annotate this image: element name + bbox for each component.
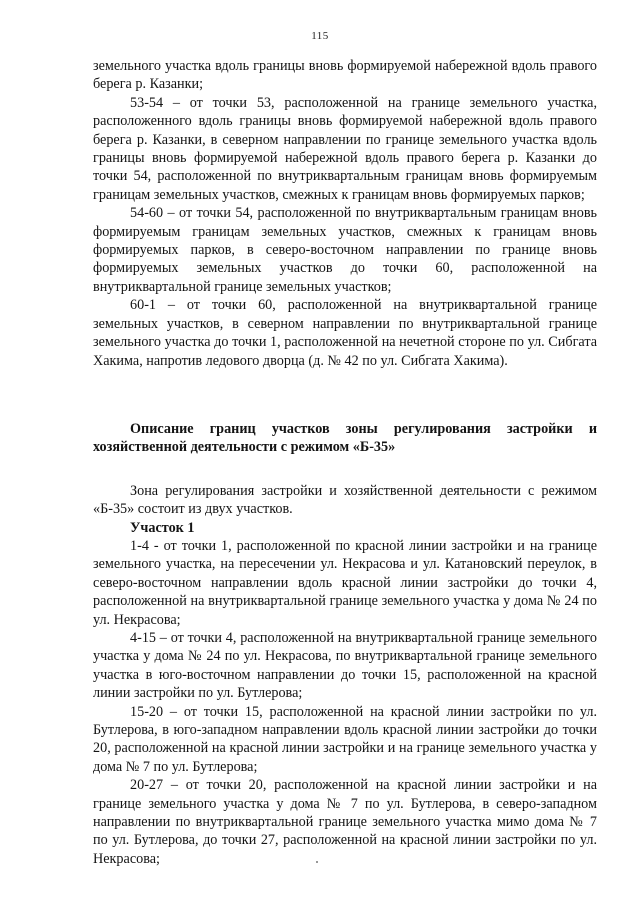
subsection-title: Участок 1 [130,519,195,536]
paragraph-continuation: земельного участка вдоль границы вновь формируемой набережной вдоль правого берега р. Казанки; [93,58,597,93]
paragraph-segment-53-54: 53-54 – от точки 53, расположенной на границе земельного участка, расположенного вдоль границы вновь формируемой набережной вдоль правого берега р. Казанки, в северном направлении по границе земельного участка вдоль границы вновь формируемой набережной вдоль правого берега р. Казанки до точки 54, расположенной по внутриквартальным границам вновь формируемым границам земельных участков, смежных к границам вновь формируемых парков; [93,94,597,203]
scan-speck [316,861,318,863]
page-number: 115 [311,30,329,42]
document-body [93,57,597,868]
paragraph-segment-15-20: 15-20 – от точки 15, расположенной на красной линии застройки по ул. Бутлерова, в юго-западном направлении вдоль красной линии застройки до точки 20, расположенной на красной линии застройки и на границе земельного участка у дома № 7 по ул. Бутлерова; [93,703,597,775]
section-heading: Описание границ участков зоны регулирования застройки и хозяйственной деятельности с режимом «Б-35» [93,420,597,456]
paragraph-intro: Зона регулирования застройки и хозяйственной деятельности с режимом «Б-35» состоит из двух участков. [93,482,597,518]
paragraph-segment-4-15: 4-15 – от точки 4, расположенной на внутриквартальной границе земельного участка у дома № 24 по ул. Некрасова, по внутриквартальной границе земельного участка в юго-восточном направлении до точки 15, расположенной на красной линии застройки по ул. Бутлерова; [93,629,597,702]
paragraph-segment-20-27: 20-27 – от точки 20, расположенной на красной линии застройки и на границе земельного участка у дома № 7 по ул. Бутлерова, в северо-западном направлении по внутриквартальной границе земельного участка мимо дома № 7 по ул. Бутлерова, до точки 27, расположенной на красной линии застройки по ул. Некрасова; [93,777,597,867]
paragraph-segment-60-1: 60-1 – от точки 60, расположенной на внутриквартальной границе земельных участков, в северном направлении по внутриквартальной границе земельного участка до точки 1, расположенной на нечетной стороне по ул. Сибгата Хакима, напротив ледового дворца (д. № 42 по ул. Сибгата Хакима). [93,297,597,369]
paragraph-segment-54-60: 54-60 – от точки 54, расположенной по внутриквартальным границам вновь формируемым границам земельных участков, смежных к границам вновь формируемых парков, в северо-восточном направлении по границе вновь формируемых земельных участков до точки 60, расположенной на внутриквартальной границе земельных участков; [93,205,597,295]
paragraph-segment-1-4: 1-4 - от точки 1, расположенной по красной линии застройки и на границе земельного участка, на пересечении ул. Некрасова и ул. Катановский переулок, в северо-восточном направлении вдоль красной линии застройки до точки 4, расположенной на внутриквартальной границе земельного участка у дома № 24 по ул. Некрасова; [93,537,597,628]
